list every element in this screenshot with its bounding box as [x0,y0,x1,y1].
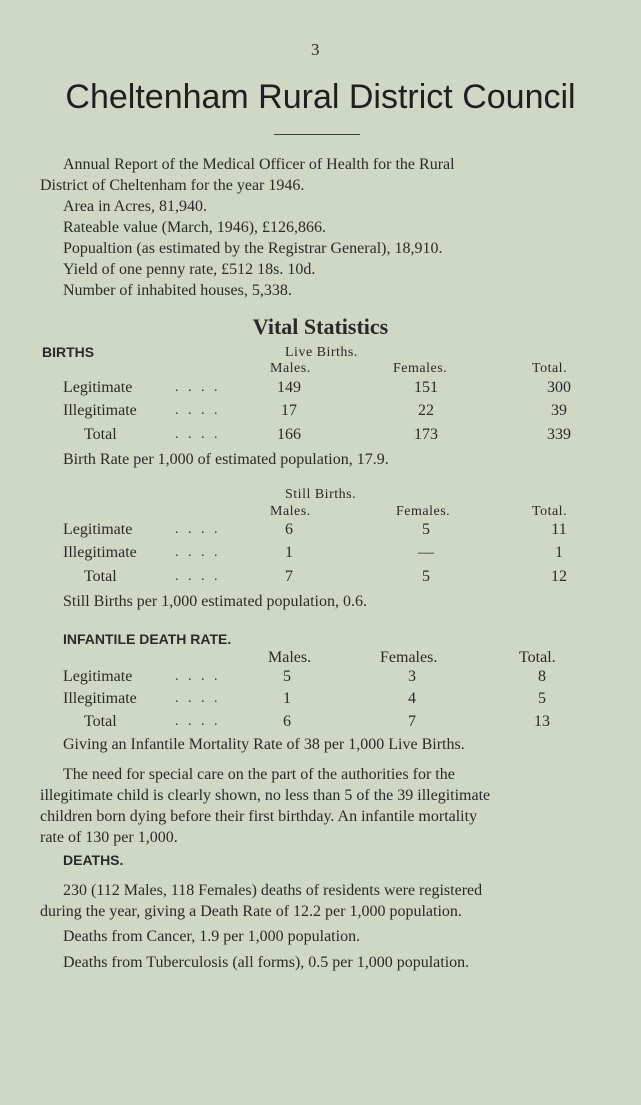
table-cell: 173 [414,426,438,443]
infantile-paragraph-line-3: children born dying before their first birthday. An infantile mortality [40,808,478,825]
births-col-total: Total. [532,361,568,376]
leader-dots: . . . . [175,545,221,560]
intro-rateable: Rateable value (March, 1946), £126,866. [63,219,327,236]
table-row-label: Illegitimate [63,544,137,561]
birth-rate-text: Birth Rate per 1,000 of estimated population, 17.9. [63,451,389,468]
page-title: Cheltenham Rural District Council [65,78,576,116]
still-col-males: Males. [270,504,311,519]
leader-dots: . . . . [175,714,221,729]
intro-houses: Number of inhabited houses, 5,338. [63,282,292,299]
page-number: 3 [311,40,320,59]
table-cell: 39 [551,402,567,419]
table-cell: 5 [538,690,546,707]
still-col-total: Total. [532,504,568,519]
still-birth-rate-text: Still Births per 1,000 estimated population, 0.6. [63,593,367,610]
table-cell: 6 [283,713,291,730]
table-cell: 3 [408,668,416,685]
table-cell: 1 [285,544,293,561]
still-col-females: Females. [396,504,451,519]
table-row-label: Illegitimate [63,402,137,419]
table-cell: 5 [283,668,291,685]
deaths-tuberculosis: Deaths from Tuberculosis (all forms), 0.5 per 1,000 population. [63,954,470,971]
table-row-label: Legitimate [63,379,133,396]
births-col-females: Females. [393,361,448,376]
infantile-col-males: Males. [268,649,312,666]
title-rule [274,134,360,135]
table-cell: 166 [277,426,301,443]
infantile-rate-text: Giving an Infantile Mortality Rate of 38 per 1,000 Live Births. [63,736,465,753]
intro-line-1: Annual Report of the Medical Officer of Health for the Rural [63,156,455,173]
table-cell: 7 [408,713,416,730]
infantile-col-total: Total. [519,649,556,666]
table-cell: — [418,544,434,561]
infantile-heading: INFANTILE DEATH RATE. [63,631,232,647]
table-cell: 1 [555,544,563,561]
table-cell: 8 [538,668,546,685]
table-row-label: Total [84,426,117,443]
deaths-line-2: during the year, giving a Death Rate of 12.2 per 1,000 population. [40,903,462,920]
table-cell: 149 [277,379,301,396]
infantile-paragraph-line-4: rate of 130 per 1,000. [40,829,178,846]
leader-dots: . . . . [175,427,221,442]
table-cell: 339 [547,426,571,443]
table-cell: 300 [547,379,571,396]
table-cell: 5 [422,568,430,585]
table-row-label: Illegitimate [63,690,137,707]
intro-area: Area in Acres, 81,940. [63,198,207,215]
live-births-label: Live Births. [285,345,358,360]
table-cell: 7 [285,568,293,585]
deaths-cancer: Deaths from Cancer, 1.9 per 1,000 population. [63,928,361,945]
table-cell: 22 [418,402,434,419]
infantile-paragraph-line-1: The need for special care on the part of the authorities for the [63,766,455,783]
table-cell: 11 [551,521,567,538]
infantile-paragraph-line-2: illegitimate child is clearly shown, no less than 5 of the 39 illegitimate [40,787,491,804]
births-col-males: Males. [270,361,311,376]
table-cell: 12 [551,568,567,585]
table-cell: 17 [281,402,297,419]
table-row-label: Legitimate [63,668,133,685]
table-cell: 1 [283,690,291,707]
leader-dots: . . . . [175,669,221,684]
leader-dots: . . . . [175,380,221,395]
table-cell: 13 [534,713,550,730]
leader-dots: . . . . [175,691,221,706]
table-cell: 4 [408,690,416,707]
still-births-label: Still Births. [285,487,357,502]
intro-yield: Yield of one penny rate, £512 18s. 10d. [63,261,316,278]
intro-line-2: District of Cheltenham for the year 1946. [40,177,305,194]
vital-statistics-heading: Vital Statistics [252,314,389,339]
deaths-line-1: 230 (112 Males, 118 Females) deaths of residents were registered [63,882,483,899]
table-row-label: Total [84,568,117,585]
table-cell: 5 [422,521,430,538]
table-cell: 6 [285,521,293,538]
leader-dots: . . . . [175,403,221,418]
deaths-heading: DEATHS. [63,852,124,868]
leader-dots: . . . . [175,522,221,537]
leader-dots: . . . . [175,569,221,584]
table-cell: 151 [414,379,438,396]
table-row-label: Total [84,713,117,730]
table-row-label: Legitimate [63,521,133,538]
infantile-col-females: Females. [380,649,438,666]
intro-population: Popualtion (as estimated by the Registrar General), 18,910. [63,240,443,257]
births-section-label: BIRTHS [42,344,95,360]
